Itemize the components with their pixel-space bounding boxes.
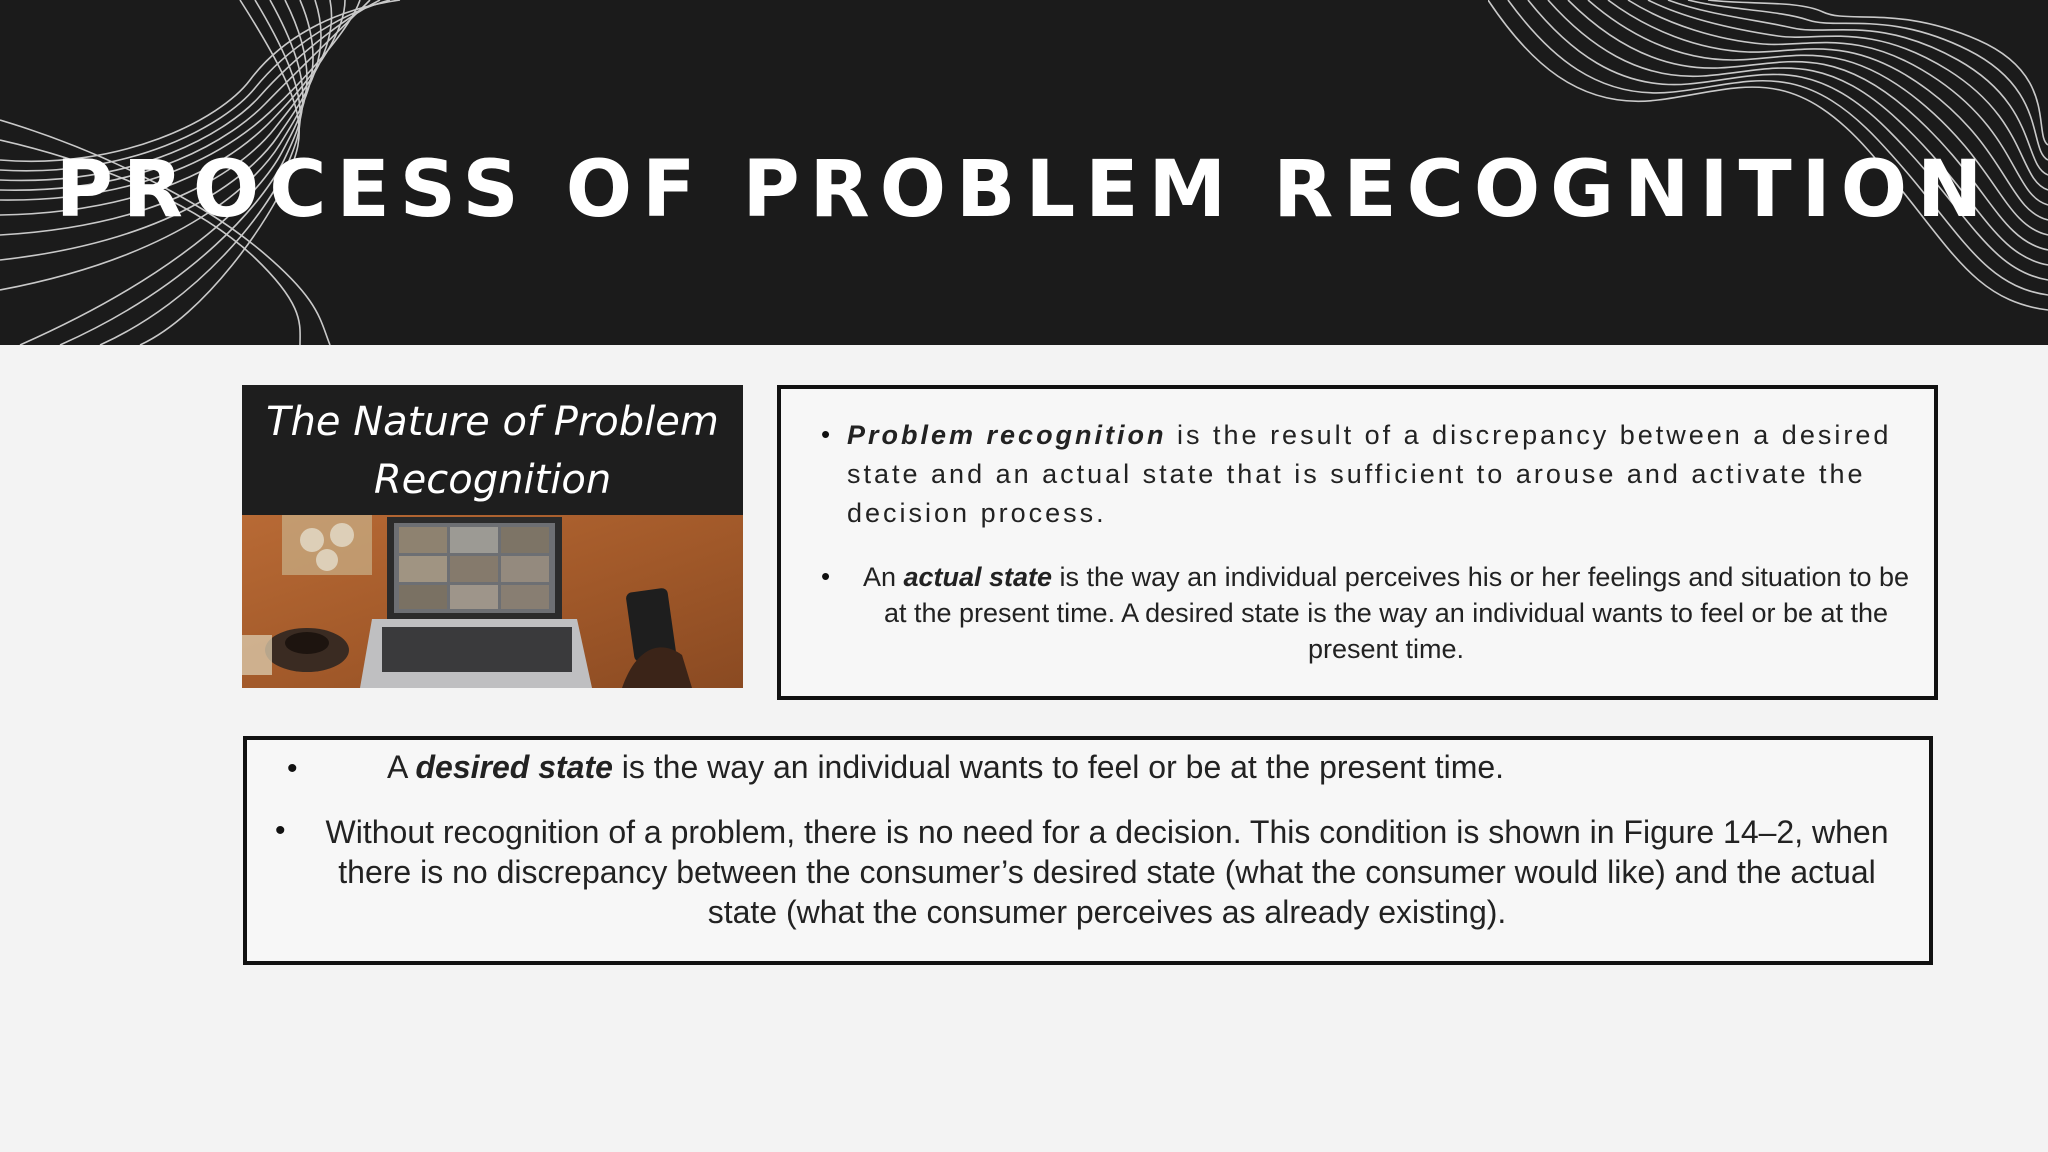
slide-title: PROCESS OF PROBLEM RECOGNITION (55, 145, 1993, 235)
term-problem-recognition: Problem recognition (847, 420, 1167, 450)
desired-state-prefix: A (387, 749, 416, 785)
card-title: The Nature of Problem Recognition (266, 399, 719, 503)
image-card (242, 385, 743, 688)
term-actual-state: actual state (903, 562, 1053, 592)
header-band (0, 0, 2048, 345)
definition-box-top (777, 385, 1938, 700)
actual-state-text: is the way an individual perceives his or her feelings and situation to be at the present time. A desired state is the way an individual wants to feel or be at the present time. (883, 562, 1910, 664)
bullet-dot: • (275, 814, 286, 847)
problem-recognition-text: is the result of a discrepancy between a desired state and an actual state that is sufficient to arouse and activate the decision process. (847, 420, 1892, 528)
actual-state-prefix: An (862, 562, 904, 592)
desired-state-text: is the way an individual wants to feel or be at the present time. (612, 749, 1505, 785)
desired-state-paragraph (327, 746, 1847, 788)
bullet-dot: • (821, 561, 831, 591)
term-desired-state: desired state (415, 749, 613, 785)
no-recognition-paragraph: Without recognition of a problem, there is no need for a decision. This condition is shown in Figure 14–2, when there is no discrepancy between the consumer’s desired state (what the consumer would like) and the actual state (what the consumer perceives as already existing). (325, 814, 1889, 930)
video-call-photo (242, 515, 743, 688)
definition-box-bottom (243, 736, 1933, 965)
bullet-dot: • (821, 419, 831, 449)
bullet-dot: • (287, 752, 298, 785)
problem-recognition-paragraph (847, 416, 1907, 533)
actual-state-paragraph (861, 559, 1911, 667)
